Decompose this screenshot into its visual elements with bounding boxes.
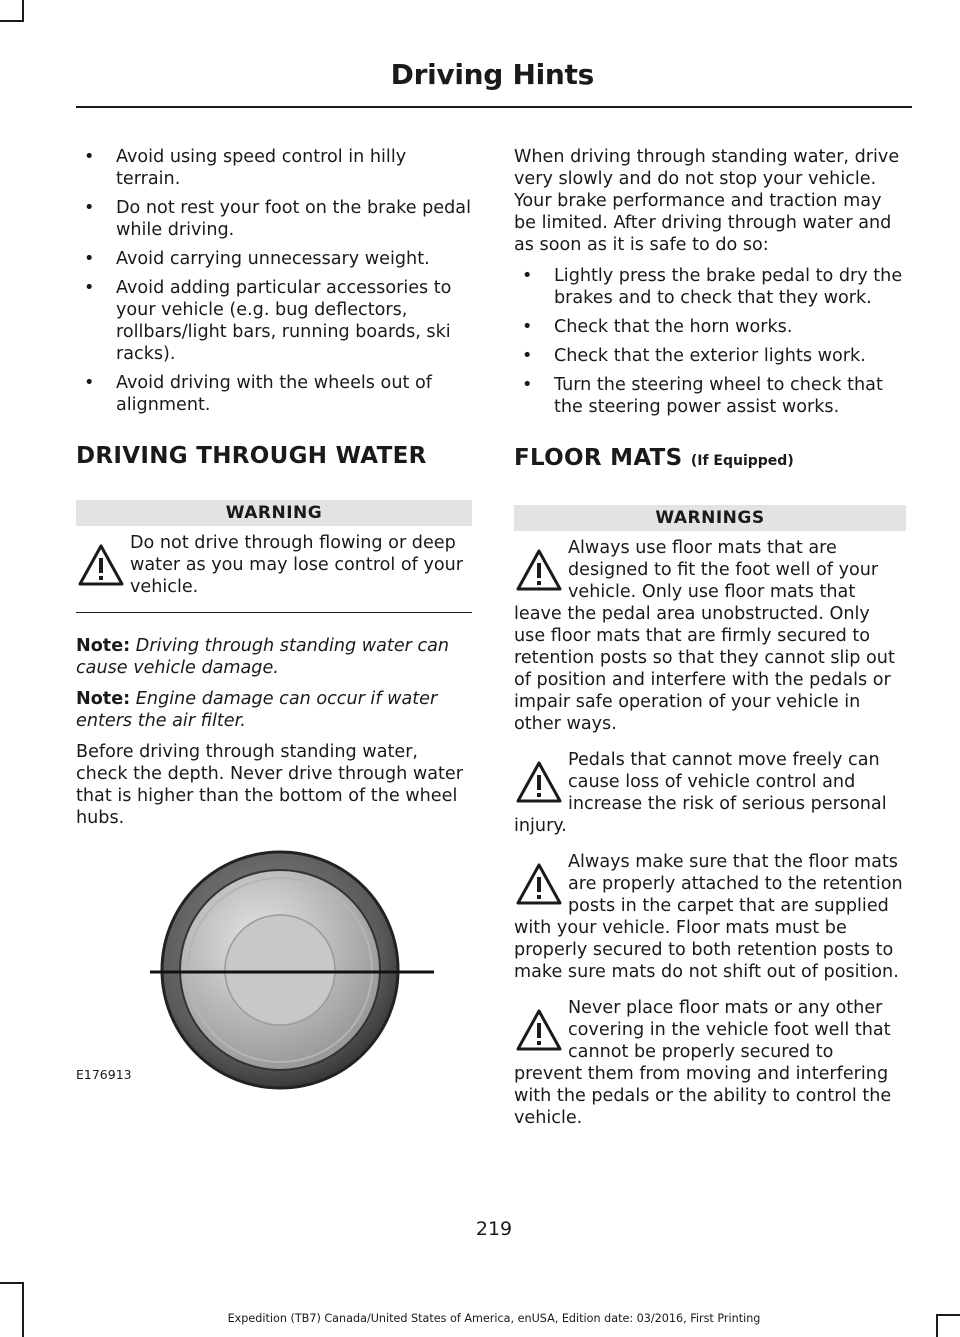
page-title: Driving Hints [390,58,594,91]
list-item: • Check that the exterior lights work. [514,345,906,367]
warnings-header: WARNINGS [514,505,906,531]
warning-block [514,851,906,983]
crop-mark [22,1282,24,1337]
note [76,688,472,732]
driving-hints-list [76,146,472,416]
warning-block [514,749,906,837]
crop-mark [0,1282,24,1284]
warning-triangle-icon [514,997,564,1063]
list-item: • Do not rest your foot on the brake pedal while driving. [76,197,472,241]
warning-text: Never place floor mats or any other covering in the vehicle foot well that cannot be properly secured to prevent them from moving and interfering with the pedals or the ability to control the vehicle. [514,998,892,1128]
list-item: • Avoid using speed control in hilly terrain. [76,146,472,190]
section-heading-text: FLOOR MATS [514,445,683,471]
heading-suffix: (If Equipped) [690,453,794,469]
list-item: • Avoid driving with the wheels out of alignment. [76,372,472,416]
warning-triangle-icon [514,749,564,815]
footer-text: Expedition (TB7) Canada/United States of America, enUSA, Edition date: 03/2016, First Printing [227,1312,761,1325]
body-paragraph: When driving through standing water, drive very slowly and do not stop your vehicle. Your brake performance and traction may be limited. After driving through water and as soon as it is safe to do so: [514,147,900,255]
crop-mark [0,20,24,22]
warning-triangle-icon [514,851,564,917]
warning-block [76,532,472,598]
warning-text: Always use floor mats that are designed to fit the foot well of your vehicle. Only use floor mats that leave the pedal area unobstructed. Only use floor mats that are firmly secured to retention posts so that they cannot slip out of position and interfere with the pedals or impair safe operation of your vehicle in other ways. [514,538,895,734]
left-column [76,146,472,838]
list-item: • Turn the steering wheel to check that the steering power assist works. [514,374,906,418]
warning-text: Do not drive through flowing or deep water as you may lose control of your vehicle. [130,533,464,597]
warning-text: Always make sure that the floor mats are properly attached to the retention posts in the carpet that are supplied with your vehicle. Floor mats must be properly secured to both retention posts to make sure mats do not shift out of position. [514,852,903,982]
section-heading [514,444,906,475]
warning-rule [76,612,472,613]
note-text: Driving through standing water can cause vehicle damage. [76,636,450,678]
note-label: Note: [76,689,131,709]
page-number: 219 [475,1218,513,1240]
body-paragraph: Before driving through standing water, check the depth. Never drive through water that is higher than the bottom of the wheel hubs. [76,742,463,828]
wheel-water-depth-illustration [120,835,472,1093]
warning-header: WARNING [76,500,472,526]
header-rule [76,106,912,108]
warning-text: Pedals that cannot move freely can cause loss of vehicle control and increase the risk of serious personal injury. [514,750,887,836]
warning-triangle-icon [514,537,564,603]
list-item: • Check that the horn works. [514,316,906,338]
list-item: • Lightly press the brake pedal to dry the brakes and to check that they work. [514,265,906,309]
note [76,635,472,679]
note-text: Engine damage can occur if water enters the air filter. [76,689,438,731]
section-heading: DRIVING THROUGH WATER [76,443,427,469]
after-water-checklist [514,265,906,418]
list-item: • Avoid carrying unnecessary weight. [76,248,472,270]
warning-block [514,997,906,1129]
right-column [514,146,906,1143]
figure-label: E176913 [76,1067,132,1082]
crop-mark [22,0,24,20]
warning-triangle-icon [76,532,126,598]
list-item: • Avoid adding particular accessories to your vehicle (e.g. bug deflectors, rollbars/light bars, running boards, ski racks). [76,277,472,365]
note-label: Note: [76,636,131,656]
warning-block [514,537,906,735]
